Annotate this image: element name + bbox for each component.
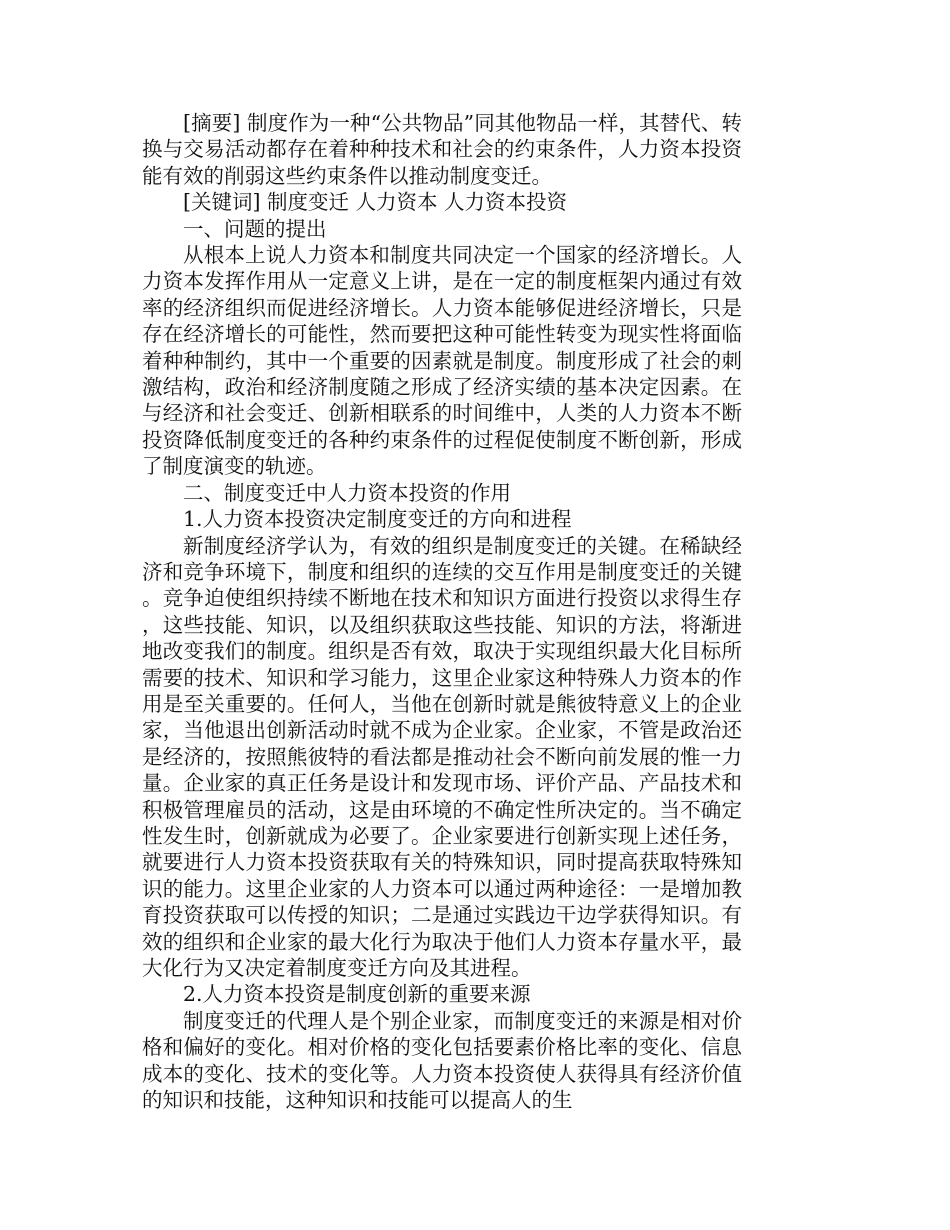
subsection-2-paragraph: 制度变迁的代理人是个别企业家，而制度变迁的来源是相对价格和偏好的变化。相对价格的变化包括要素价格比率的变化、信息成本的变化、技术的变化等。人力资本投资使人获得具有经济价值的知识和技能，这种知识和技能可以提高人的生 — [142, 1008, 742, 1113]
subsection-1-paragraph: 新制度经济学认为，有效的组织是制度变迁的关键。在稀缺经济和竞争环境下，制度和组织的连续的交互作用是制度变迁的关键。竞争迫使组织持续不断地在技术和知识方面进行投资以求得生存，这些技能、知识，以及组织获取这些技能、知识的方法，将渐进地改变我们的制度。组织是否有效，取决于实现组织最大化目标所需要的技术、知识和学习能力，这里企业家这种特殊人力资本的作用是至关重要的。任何人，当他在创新时就是熊彼特意义上的企业家，当他退出创新活动时就不成为企业家。企业家，不管是政治还是经济的，按照熊彼特的看法都是推动社会不断向前发展的惟一力量。企业家的真正任务是设计和发现市场、评价产品、产品技术和积极管理雇员的活动，这是由环境的不确定性所决定的。当不确定性发生时，创新就成为必要了。企业家要进行创新实现上述任务，就要进行人力资本投资获取有关的特殊知识，同时提高获取特殊知识的能力。这里企业家的人力资本可以通过两种途径：一是增加教育投资获取可以传授的知识；二是通过实践边干边学获得知识。有效的组织和企业家的最大化行为取决于他们人力资本存量水平，最大化行为又决定着制度变迁方向及其进程。 — [142, 533, 742, 980]
subsection-heading-1: 1.人力资本投资决定制度变迁的方向和进程 — [183, 507, 572, 532]
abstract-paragraph: [摘要] 制度作为一种“公共物品”同其他物品一样，其替代、转换与交易活动都存在着种种技术和社会的约束条件，人力资本投资能有效的削弱这些约束条件以推动制度变迁。 — [142, 111, 742, 188]
keywords-line: [关键词] 制度变迁 人力资本 人力资本投资 — [183, 190, 568, 215]
section-heading-2: 二、制度变迁中人力资本投资的作用 — [183, 480, 511, 505]
subsection-heading-2: 2.人力资本投资是制度创新的重要来源 — [183, 982, 531, 1007]
section-heading-1: 一、问题的提出 — [183, 216, 327, 241]
document-page — [142, 110, 742, 1113]
section-1-paragraph: 从根本上说人力资本和制度共同决定一个国家的经济增长。人力资本发挥作用从一定意义上讲，是在一定的制度框架内通过有效率的经济组织而促进经济增长。人力资本能够促进经济增长，只是存在经济增长的可能性，然而要把这种可能性转变为现实性将面临着种种制约，其中一个重要的因素就是制度。制度形成了社会的刺激结构，政治和经济制度随之形成了经济实绩的基本决定因素。在与经济和社会变迁、创新相联系的时间维中，人类的人力资本不断投资降低制度变迁的各种约束条件的过程促使制度不断创新，形成了制度演变的轨迹。 — [142, 243, 742, 479]
